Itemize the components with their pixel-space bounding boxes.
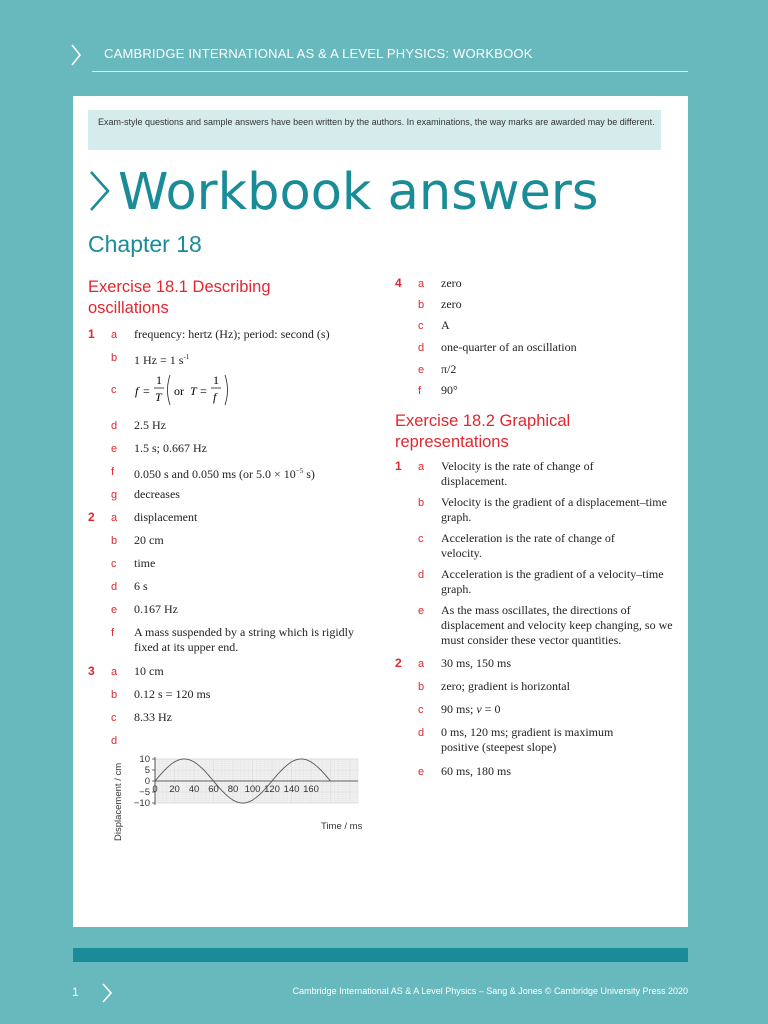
header-title: CAMBRIDGE INTERNATIONAL AS & A LEVEL PHYSICS: WORKBOOK	[104, 46, 533, 61]
part-label: b	[418, 497, 425, 509]
answer: 0 ms, 120 ms; gradient is maximum positive (steepest slope)	[441, 725, 614, 754]
answer: zero	[441, 276, 462, 290]
answer: 2.5 Hz	[134, 418, 166, 432]
answer: As the mass oscillates, the directions of displacement and velocity keep changing, so we must consider these vector quantities.	[441, 603, 673, 647]
question-number: 2	[395, 656, 402, 670]
right-paren	[225, 375, 228, 405]
answer: 30 ms, 150 ms	[441, 656, 512, 670]
variable-v: v	[476, 702, 482, 716]
x-tick-label: 40	[188, 784, 200, 795]
part-label: d	[111, 735, 118, 747]
part-label: c	[111, 384, 117, 396]
answer-text: = 0	[481, 702, 501, 716]
answer: 20 cm	[134, 533, 164, 547]
x-tick-label: 140	[283, 784, 300, 795]
part-label: e	[111, 604, 118, 616]
x-axis-label: Time / ms	[321, 821, 363, 832]
chapter-heading: Chapter 18	[88, 231, 202, 257]
exercise-18-1-heading	[88, 277, 271, 319]
question-number: 1	[88, 327, 95, 341]
answer: frequency: hertz (Hz); period: second (s)	[134, 327, 330, 341]
superscript: -1	[183, 353, 190, 361]
part-label: c	[111, 558, 117, 570]
answer-text: s)	[303, 467, 315, 481]
part-label: f	[111, 627, 115, 639]
answer: one-quarter of an oscillation	[441, 340, 577, 354]
answer: displacement	[134, 510, 198, 524]
part-label: f	[111, 466, 115, 478]
part-label: a	[111, 329, 118, 341]
formula-denominator: T	[155, 390, 162, 404]
formula-or: or	[174, 384, 184, 398]
y-axis-label: Displacement / cm	[113, 762, 124, 841]
chevron-right-icon[interactable]	[101, 983, 113, 1003]
answer	[134, 464, 315, 482]
exercise-18-2-heading	[395, 411, 570, 453]
part-label: a	[418, 461, 425, 473]
heading-line: oscillations	[88, 299, 169, 317]
answer	[441, 702, 500, 717]
heading-line: Exercise 18.1 Describing	[88, 278, 271, 296]
y-tick-label: 5	[144, 765, 150, 776]
part-label: c	[418, 704, 424, 716]
part-label: b	[418, 299, 425, 311]
part-label: b	[111, 535, 118, 547]
y-tick-label: −10	[133, 798, 150, 809]
answer-text: 0.050 s and 0.050 ms (or 5.0 × 10	[134, 467, 296, 481]
answer: 8.33 Hz	[134, 710, 172, 724]
part-label: d	[418, 727, 425, 739]
formula-numerator: 1	[213, 373, 219, 387]
formula-equals: =	[200, 384, 207, 398]
part-label: d	[111, 581, 118, 593]
formula-T: T	[190, 384, 197, 398]
answer: 6 s	[134, 579, 148, 593]
part-label: a	[418, 658, 425, 670]
question-number: 3	[88, 664, 95, 678]
answer: 0.12 s = 120 ms	[134, 687, 211, 701]
part-label: e	[418, 605, 425, 617]
part-label: e	[111, 443, 118, 455]
answer: decreases	[134, 487, 180, 501]
part-label: e	[418, 364, 425, 376]
y-tick-label: −5	[139, 787, 150, 798]
part-label: b	[111, 352, 118, 364]
part-label: c	[418, 320, 424, 332]
answer: Velocity is the rate of change of displacement.	[441, 459, 594, 488]
part-label: b	[111, 689, 118, 701]
formula-denominator: f	[213, 390, 217, 404]
question-number: 1	[395, 459, 402, 473]
x-tick-label: 80	[227, 784, 239, 795]
page-number: 1	[72, 985, 79, 999]
x-tick-label: 60	[208, 784, 219, 795]
heading-line: representations	[395, 433, 509, 451]
answer: Velocity is the gradient of a displacement–time graph.	[441, 495, 667, 524]
part-label: a	[418, 278, 425, 290]
part-label: d	[111, 420, 118, 432]
answer: 1.5 s; 0.667 Hz	[134, 441, 207, 455]
answer: π/2	[441, 362, 457, 376]
answer: Acceleration is the rate of change of velocity.	[441, 531, 615, 560]
answer: 90°	[441, 383, 458, 397]
answer: 60 ms, 180 ms	[441, 764, 512, 778]
formula-numerator: 1	[156, 373, 162, 387]
left-paren	[168, 375, 171, 405]
chevron-right-icon	[88, 169, 112, 213]
part-label: g	[111, 489, 118, 501]
answer-text: 1 Hz = 1 s	[134, 353, 184, 367]
page-sheet	[73, 96, 688, 927]
part-label: d	[418, 569, 425, 581]
answer: 10 cm	[134, 664, 164, 678]
superscript: −5	[295, 467, 304, 475]
frequency-period-formula	[134, 370, 244, 410]
x-tick-label: 20	[169, 784, 180, 795]
x-tick-label: 0	[152, 784, 158, 795]
answer: 0.167 Hz	[134, 602, 178, 616]
part-label: e	[418, 766, 425, 778]
y-tick-label: 10	[139, 754, 150, 765]
page-title	[88, 163, 598, 223]
answer-text: 90 ms;	[441, 702, 477, 716]
part-label: d	[418, 342, 425, 354]
displacement-time-graph	[103, 751, 383, 851]
part-label: b	[418, 681, 425, 693]
x-tick-label: 160	[303, 784, 319, 795]
answer: A	[441, 318, 450, 332]
part-label: a	[111, 512, 118, 524]
answer: A mass suspended by a string which is rigidly fixed at its upper end.	[134, 625, 354, 654]
question-number: 4	[395, 276, 402, 290]
page-title-text: Workbook answers	[118, 163, 599, 222]
x-tick-label: 100	[244, 784, 261, 795]
part-label: f	[418, 385, 422, 397]
answer: zero	[441, 297, 462, 311]
footer-bar	[73, 948, 688, 962]
footer-copyright: Cambridge International AS & A Level Physics – Sang & Jones © Cambridge University Press 2020	[292, 986, 688, 996]
answer: time	[134, 556, 156, 570]
header-divider	[92, 71, 688, 72]
heading-line: Exercise 18.2 Graphical	[395, 412, 571, 430]
y-tick-label: 0	[144, 776, 150, 787]
formula-equals: =	[143, 384, 150, 398]
question-number: 2	[88, 510, 95, 524]
chevron-right-icon	[70, 44, 82, 66]
x-tick-label: 120	[264, 784, 280, 795]
answer: Acceleration is the gradient of a velocity–time graph.	[441, 567, 664, 596]
exam-notice: Exam-style questions and sample answers have been written by the authors. In examinations, the way marks are awarded may be different.	[88, 110, 661, 150]
part-label: a	[111, 666, 118, 678]
part-label: c	[418, 533, 424, 545]
part-label: c	[111, 712, 117, 724]
answer: zero; gradient is horizontal	[441, 679, 570, 693]
formula-f: f	[135, 384, 139, 398]
answer	[134, 350, 189, 368]
